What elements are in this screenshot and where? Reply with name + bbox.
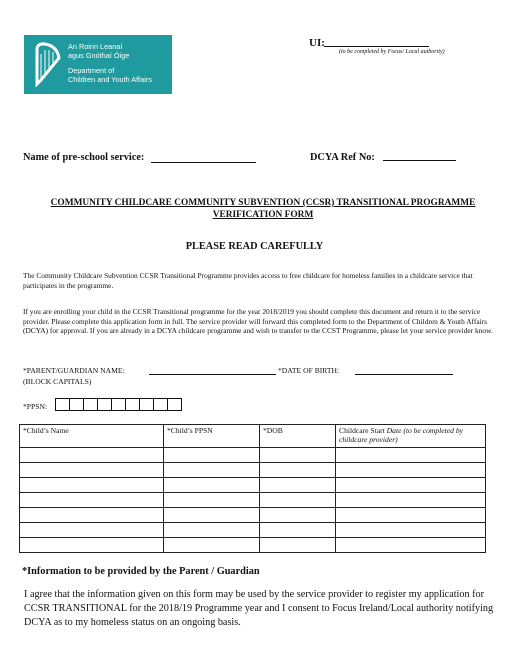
form-title-line-1: COMMUNITY CHILDCARE COMMUNITY SUBVENTION (CCSR) TRANSITIONAL PROGRAMME <box>50 198 476 208</box>
table-row[interactable] <box>20 478 486 493</box>
table-cell[interactable] <box>164 508 260 523</box>
read-carefully-heading: PLEASE READ CAREFULLY <box>185 241 324 252</box>
ppsn-box[interactable] <box>140 398 154 411</box>
table-row[interactable] <box>20 448 486 463</box>
table-cell[interactable] <box>20 523 164 538</box>
header-childcare-start <box>336 425 486 448</box>
table-cell[interactable] <box>20 508 164 523</box>
parent-name-label: *PARENT/GUARDIAN NAME: <box>23 366 125 375</box>
table-row[interactable] <box>20 493 486 508</box>
table-cell[interactable] <box>336 478 486 493</box>
ppsn-box[interactable] <box>168 398 182 411</box>
table-row[interactable] <box>20 463 486 478</box>
table-cell[interactable] <box>336 463 486 478</box>
table-row[interactable] <box>20 508 486 523</box>
ppsn-box[interactable] <box>84 398 98 411</box>
header-child-name: *Child’s Name <box>20 425 164 448</box>
ppsn-box[interactable] <box>126 398 140 411</box>
table-row[interactable] <box>20 538 486 553</box>
table-cell[interactable] <box>260 523 336 538</box>
ppsn-label: *PPSN: <box>23 402 48 411</box>
table-cell[interactable] <box>260 538 336 553</box>
parent-dob-label: *DATE OF BIRTH: <box>278 366 340 375</box>
table-cell[interactable] <box>336 523 486 538</box>
service-name-label: Name of pre-school service: <box>23 152 145 163</box>
ui-label: UI: <box>309 37 325 49</box>
logo-text-english-2: Children and Youth Affairs <box>68 75 152 84</box>
table-row[interactable] <box>20 523 486 538</box>
harp-icon <box>31 40 63 88</box>
logo-text-english-1: Department of <box>68 66 115 75</box>
table-cell[interactable] <box>260 493 336 508</box>
table-cell[interactable] <box>20 493 164 508</box>
table-header-row <box>20 425 486 448</box>
ui-input-line[interactable] <box>324 46 429 47</box>
header-child-ppsn: *Child’s PPSN <box>164 425 260 448</box>
instructions-paragraph: If you are enrolling your child in the CCSR Transitional programme for the year 2018/2019 you should complete this document and return it to the service provider. Please complete this application form in full. The service provider will forward this completed form to the Department of Children & Youth Affairs (DCYA) for approval. If you are already in a DCYA childcare programme and wish to transfer to the CCST Programme, please let your service provider know. <box>23 307 493 336</box>
parent-name-input[interactable] <box>149 374 276 375</box>
table-cell[interactable] <box>164 463 260 478</box>
logo-text-irish-1: An Roinn Leanaí <box>68 42 123 51</box>
table-cell[interactable] <box>20 478 164 493</box>
childcare-start-note: Date (to be completed by childcare provider) <box>339 426 464 444</box>
ppsn-box[interactable] <box>98 398 112 411</box>
ui-note: (to be completed by Focus/ Local authority) <box>339 49 445 55</box>
table-cell[interactable] <box>336 448 486 463</box>
ppsn-box[interactable] <box>56 398 70 411</box>
ppsn-box[interactable] <box>154 398 168 411</box>
table-cell[interactable] <box>260 478 336 493</box>
ppsn-boxes[interactable] <box>55 398 182 411</box>
logo-text-irish-2: agus Gnóthaí Óige <box>68 51 130 60</box>
table-cell[interactable] <box>164 523 260 538</box>
info-heading: *Information to be provided by the Parent / Guardian <box>22 566 260 577</box>
table-cell[interactable] <box>164 478 260 493</box>
consent-paragraph: I agree that the information given on this form may be used by the service provider to register my application for CCSR TRANSITIONAL for the 2018/19 Programme year and I consent to Focus Ireland/Local authority notifying DCYA as to my homeless status on an ongoing basis. <box>24 589 494 628</box>
table-cell[interactable] <box>164 538 260 553</box>
table-cell[interactable] <box>20 538 164 553</box>
child-table <box>19 424 486 553</box>
table-cell[interactable] <box>336 508 486 523</box>
childcare-start-label: Childcare Start <box>339 426 385 435</box>
form-title <box>20 197 506 221</box>
dcya-ref-label: DCYA Ref No: <box>310 152 375 163</box>
block-capitals-note: (BLOCK CAPITALS) <box>23 377 92 386</box>
table-cell[interactable] <box>20 463 164 478</box>
table-cell[interactable] <box>260 463 336 478</box>
intro-paragraph: The Community Childcare Subvention CCSR Transitional Programme provides access to free childcare for homeless families in a childcare service that participates in the programme. <box>23 271 473 290</box>
table-cell[interactable] <box>336 493 486 508</box>
table-cell[interactable] <box>336 538 486 553</box>
parent-dob-input[interactable] <box>355 374 453 375</box>
ppsn-box[interactable] <box>112 398 126 411</box>
table-cell[interactable] <box>164 448 260 463</box>
header-dob: *DOB <box>260 425 336 448</box>
table-cell[interactable] <box>260 508 336 523</box>
table-cell[interactable] <box>20 448 164 463</box>
dcya-logo <box>24 35 172 94</box>
table-cell[interactable] <box>164 493 260 508</box>
dcya-ref-input[interactable] <box>383 160 456 161</box>
form-title-line-2: VERIFICATION FORM <box>212 210 314 220</box>
ppsn-box[interactable] <box>70 398 84 411</box>
table-cell[interactable] <box>260 448 336 463</box>
service-name-input[interactable] <box>151 162 256 163</box>
